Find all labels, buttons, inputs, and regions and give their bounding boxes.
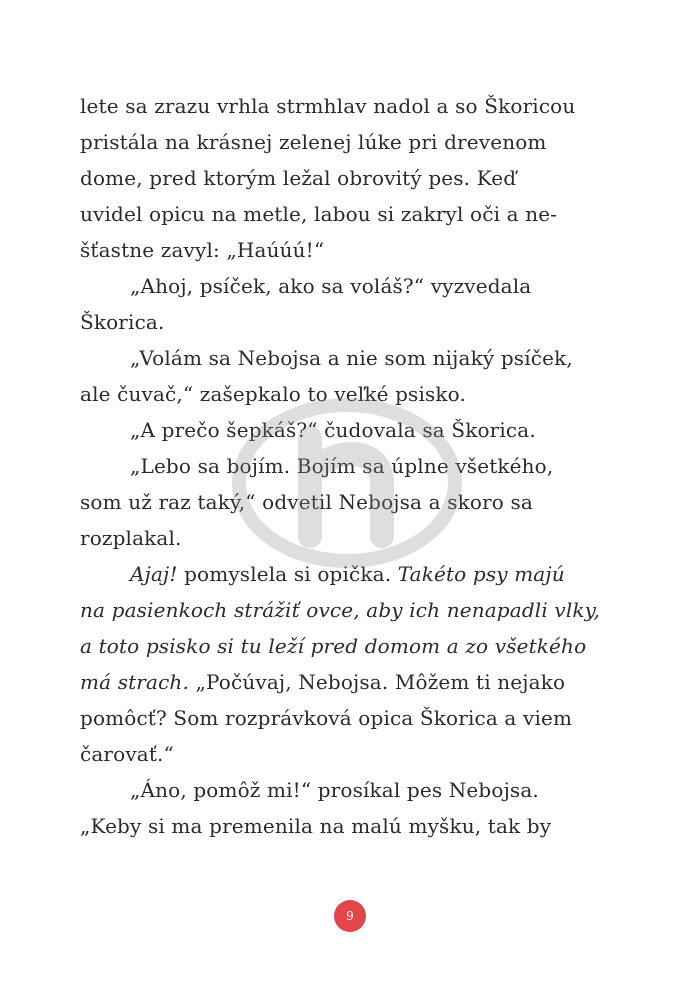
text-line	[80, 160, 625, 196]
text-line	[80, 628, 625, 664]
text-line	[80, 124, 625, 160]
text-line	[80, 448, 625, 484]
text-segment: Ajaj!	[130, 562, 178, 586]
text-segment: pomyslela si opička.	[177, 562, 398, 586]
text-segment: „Lebo sa bojím. Bojím sa úplne všetkého,	[130, 454, 554, 478]
text-segment: „Áno, pomôž mi!“ prosíkal pes Nebojsa.	[130, 778, 539, 802]
text-segment: „A prečo šepkáš?“ čudovala sa Škorica.	[130, 418, 536, 442]
text-segment: dome, pred ktorým ležal obrovitý pes. Keď	[80, 166, 517, 190]
page-number: 9	[334, 900, 366, 932]
text-segment: pristála na krásnej zelenej lúke pri drevenom	[80, 130, 547, 154]
text-segment: na pasienkoch strážiť ovce, aby ich nenapadli vlky,	[80, 598, 600, 622]
text-line	[80, 556, 625, 592]
text-segment: Škorica.	[80, 310, 165, 334]
text-segment: má strach.	[80, 670, 189, 694]
text-segment: čarovať.“	[80, 742, 174, 766]
text-segment: „Volám sa Nebojsa a nie som nijaký psíček,	[130, 346, 573, 370]
text-line	[80, 88, 625, 124]
text-segment: ale čuvač,“ zašepkalo to veľké psisko.	[80, 382, 467, 406]
text-segment: šťastne zavyl: „Haúúú!“	[80, 238, 325, 262]
text-line	[80, 232, 625, 268]
text-line	[80, 340, 625, 376]
text-line	[80, 196, 625, 232]
text-line	[80, 520, 625, 556]
text-line	[80, 592, 625, 628]
text-segment: Takéto psy majú	[397, 562, 565, 586]
text-line	[80, 412, 625, 448]
text-segment: pomôcť? Som rozprávková opica Škorica a viem	[80, 706, 573, 730]
text-segment: rozplakal.	[80, 526, 182, 550]
text-line	[80, 772, 625, 808]
text-line	[80, 268, 625, 304]
text-segment: „Ahoj, psíček, ako sa voláš?“ vyzvedala	[130, 274, 532, 298]
text-segment: „Keby si ma premenila na malú myšku, tak by	[80, 814, 552, 838]
text-segment: a toto psisko si tu leží pred domom a zo všetkého	[80, 634, 587, 658]
text-line	[80, 736, 625, 772]
text-line	[80, 664, 625, 700]
text-segment: „Počúvaj, Nebojsa. Môžem ti nejako	[188, 670, 566, 694]
text-line	[80, 304, 625, 340]
text-segment: som už raz taký,“ odvetil Nebojsa a skoro sa	[80, 490, 533, 514]
text-line	[80, 808, 625, 844]
text-line	[80, 484, 625, 520]
text-line	[80, 700, 625, 736]
text-line	[80, 376, 625, 412]
text-segment: uvidel opicu na metle, labou si zakryl oči a ne-	[80, 202, 558, 226]
story-text	[80, 88, 625, 844]
text-segment: lete sa zrazu vrhla strmhlav nadol a so Škoricou	[80, 94, 576, 118]
